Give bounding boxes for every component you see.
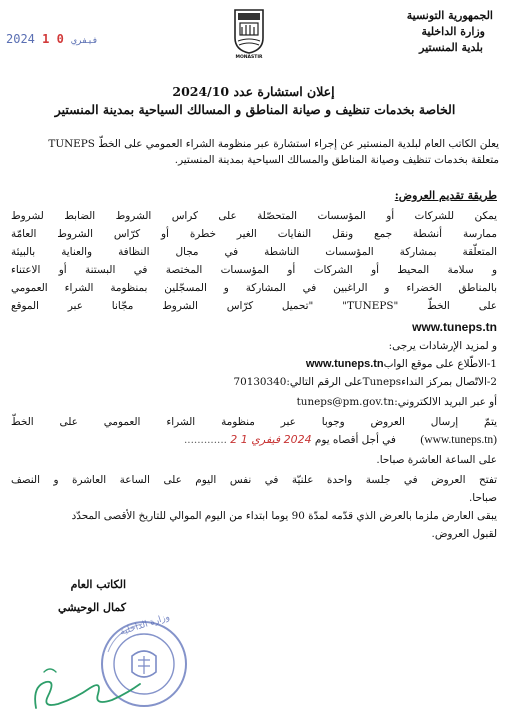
info-item-1-text: 1-الاطّلاع على موقع الواب (383, 358, 497, 370)
intro-line-2: متعلقة بخدمات تنظيف وصيانة المناطق والمسالك السياحية بمدينة المنستير. (174, 154, 499, 166)
opening-line-2: صباحا. (468, 492, 497, 504)
validity-line-1: يبقى العارض ملزما بالعرض الذي قدّمه لمدّة 90 يوما ابتداء من اليوم الموالي للتاريخ الأقصى المحدّد (71, 510, 497, 522)
deadline-line-1: يتمّ إرسال العروض وجوبا عبر منظومة الشراء العمومي على الخطّ (11, 416, 497, 428)
seal-text: وزارة الداخلية (118, 612, 172, 638)
deadline-time: على الساعة العاشرة صباحا. (376, 454, 497, 466)
method-title: طريقة تقديم العروض: (394, 189, 497, 202)
notice-title: إعلان استشارة عدد 2024/10 (172, 84, 335, 99)
method-line-1: يمكن للشركات أو المؤسسات المتحصّلة على كراس الشروط الضابط لشروط (11, 210, 497, 222)
info-item-1-site[interactable]: www.tuneps.tn (305, 358, 384, 370)
deadline-date-stamp: 2024 فيفري 1 2 (230, 433, 312, 446)
header-republic: الجمهورية التونسية (406, 9, 493, 22)
validity-line-2: لقبول العروض. (431, 528, 497, 540)
deadline-site[interactable]: (www.tuneps.tn) (420, 434, 497, 446)
method-line-6: على الخطّ "TUNEPS" "تحميل كرّاس الشروط مجّانا عبر الموقع (11, 300, 497, 312)
signatory-name: كمال الوحيشي (58, 601, 126, 614)
method-line-2: ممارسة أنشطة جمع ونقل النفايات الغير خطرة أو كرّاس الشروط العامّة (11, 228, 497, 240)
notice-subtitle: الخاصة بخدمات تنظيف و صيانة المناطق و المسالك السياحية بمدينة المنستير (54, 102, 456, 117)
info-item-2: 2-الاتّصال بمركز النداءTunepsعلى الرقم التالي:70130340 (233, 376, 497, 388)
emblem-caption: MONASTIR (235, 55, 263, 60)
tuneps-site-link[interactable]: www.tuneps.tn (412, 320, 497, 334)
received-stamp-day: 0 1 (42, 32, 64, 46)
email-line: أو عبر البريد الالكتروني:tuneps@pm.gov.tn (296, 396, 497, 408)
deadline-text: في أجل أقصاه يوم (314, 434, 396, 446)
info-intro: و لمزيد الإرشادات يرجى: (388, 340, 497, 352)
method-line-3: المتعلّقة بمشاركة المؤسسات الناشطة في مجال النظافة والعناية بالبيئة (11, 246, 497, 258)
opening-line-1: تفتح العروض في جلسة واحدة علنيّة في نفس اليوم على الساعة العاشرة و النصف (11, 474, 497, 486)
info-item-1 (197, 356, 497, 373)
received-stamp-month: فيفري (71, 36, 99, 46)
signatory-role: الكاتب العام (70, 578, 126, 591)
deadline-dots: ............. (184, 434, 227, 446)
handwritten-signature-icon (28, 646, 148, 716)
intro-line-1: يعلن الكاتب العام لبلدية المنستير عن إجراء استشارة عبر منظومة الشراء العمومي على الخطّ TUNEPS (48, 138, 499, 150)
deadline-line-2 (11, 432, 497, 449)
monastir-emblem-icon (232, 8, 266, 54)
header-ministry: وزارة الداخلية (421, 25, 485, 38)
method-line-4: و سلامة المحيط أو الشركات أو المؤسسات المختصة في البستنة أو الاعتناء (11, 264, 497, 276)
header-municipality: بلدية المنستير (419, 41, 483, 54)
method-line-5: بالمناطق الخضراء و الراغبين في المشاركة و المسجّلين بمنظومة الشراء العمومي (11, 282, 497, 294)
received-date-stamp (6, 28, 99, 50)
received-stamp-year: 2024 (6, 32, 35, 46)
